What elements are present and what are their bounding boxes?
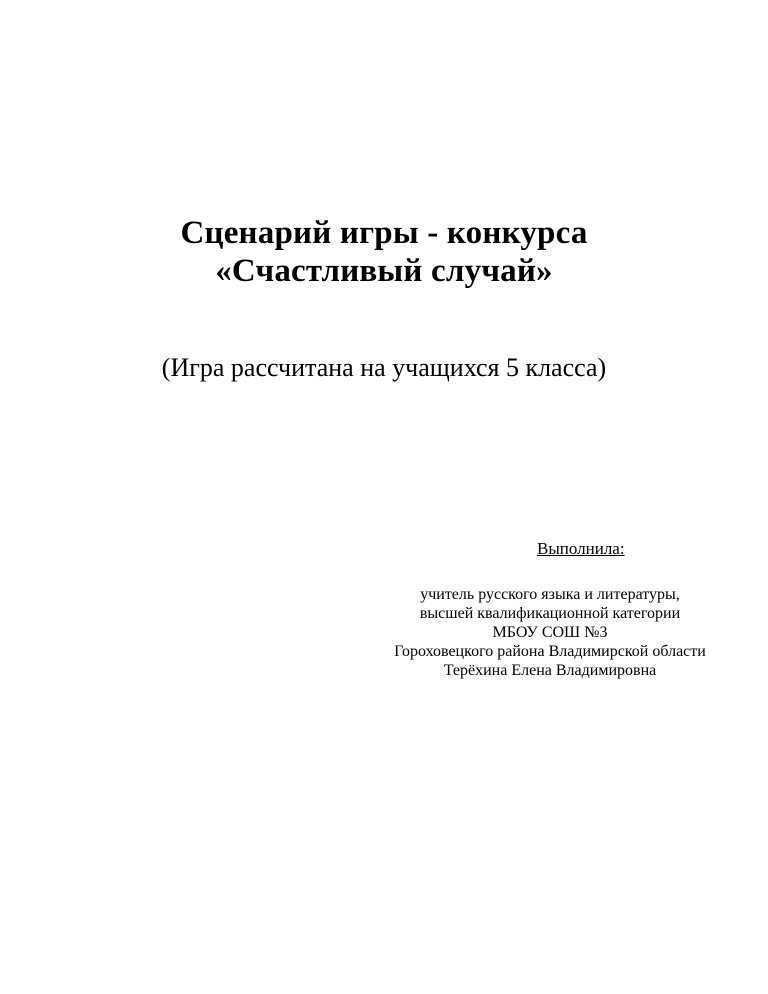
author-category: высшей квалификационной категории bbox=[419, 605, 681, 622]
author-heading: Выполнила: bbox=[537, 539, 625, 558]
author-school: МБОУ СОШ №3 bbox=[492, 624, 608, 641]
title-line-2: «Счастливый случай» bbox=[215, 253, 553, 289]
author-name: Терёхина Елена Владимировна bbox=[443, 662, 657, 679]
title-line-1: Сценарий игры - конкурса bbox=[180, 215, 588, 251]
document-title bbox=[0, 214, 768, 290]
author-district: Гороховецкого района Владимирской области bbox=[394, 643, 706, 660]
document-subtitle: (Игра рассчитана на учащихся 5 класса) bbox=[161, 353, 607, 382]
author-info bbox=[352, 585, 748, 680]
author-position: учитель русского языка и литературы, bbox=[420, 586, 680, 603]
